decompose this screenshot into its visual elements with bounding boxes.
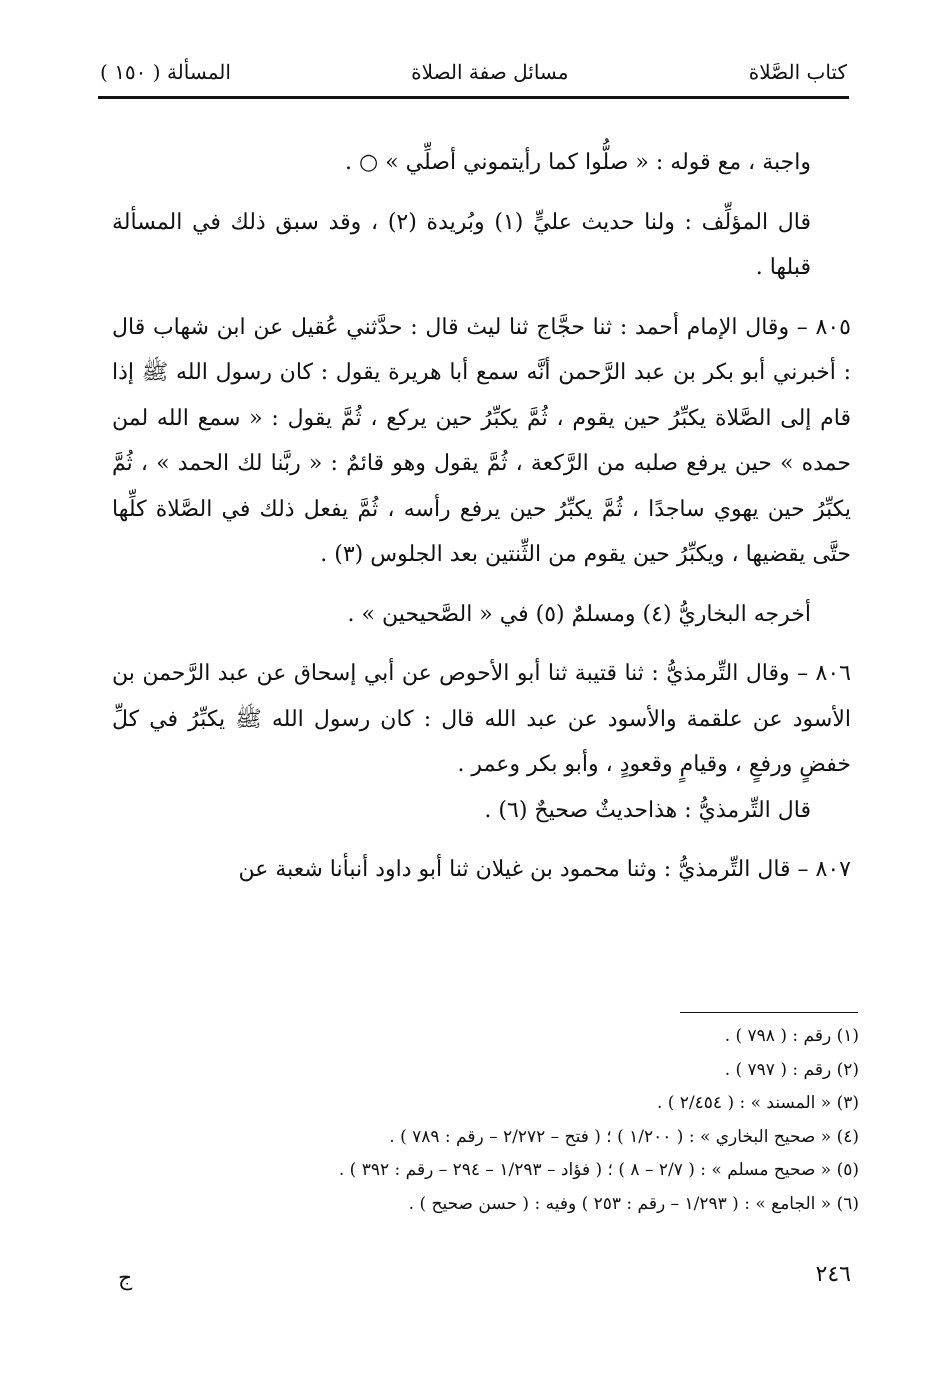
footnote-4: (٤) « صحيح البخاري » : ( ١/٢٠٠ ) ؛ ( فتح – ٢/٢٧٢ – رقم : ٧٨٩ ) . [389, 1126, 859, 1147]
header-section-title: مسائل صفة الصلاة [411, 60, 569, 84]
printer-signature-mark: ج [118, 1266, 133, 1291]
page-number: ٢٤٦ [815, 1262, 851, 1287]
running-header [100, 52, 847, 92]
footnote-1: (١) رقم : ( ٧٩٨ ) . [724, 1026, 859, 1046]
footnote-divider [680, 1012, 858, 1013]
footnote-2: (٢) رقم : ( ٧٩٧ ) . [724, 1059, 859, 1080]
paragraph-author-note: قال المؤلِّف : ولنا حديث عليٍّ (١) وبُريدة (٢) ، وقد سبق ذلك في المسألة قبلها . [112, 209, 811, 280]
paragraph-continuation: واجبة ، مع قوله : « صلُّوا كما رأيتموني أصلِّي » ○ . [345, 150, 811, 175]
footnote-3: (٣) « المسند » : ( ٢/٤٥٤ ) . [656, 1093, 859, 1113]
header-book-title: كتاب الصَّلاة [748, 60, 847, 84]
header-divider [98, 96, 849, 99]
hadith-806: ٨٠٦ – وقال التِّرمذيُّ : ثنا قتيبة ثنا أبو الأحوص عن أبي إسحاق عن عبد الرَّحمن بن الأسود عن علقمة والأسود عن عبد الله قال : كان رسول الله ﷺ يكبِّرُ في كلِّ خفضٍ ورفعٍ ، وقيامٍ وقعودٍ ، وأبو بكر وعمر . [112, 661, 851, 777]
hadith-805-takhrij: أخرجه البخاريُّ (٤) ومسلمٌ (٥) في « الصَّحيحين » . [347, 601, 811, 627]
footnotes [150, 1020, 859, 1221]
hadith-807: ٨٠٧ – قال التِّرمذيُّ : وثنا محمود بن غيلان ثنا أبو داود أنبأنا شعبة عن [238, 857, 851, 882]
hadith-805: ٨٠٥ – وقال الإمام أحمد : ثنا حجَّاج ثنا ليث قال : حدَّثني عُقيل عن ابن شهاب قال : أخبرني أبو بكر بن عبد الرَّحمن أنَّه سمع أبا هريرة يقول : كان رسول الله ﷺ إذا قام إلى الصَّلاة يكبِّرُ حين يقوم ، ثُمَّ يكبِّرُ حين يركع ، ثُمَّ يقول : « سمع الله لمن حمده » حين يرفع صلبه من الرَّكعة ، ثُمَّ يقول وهو قائمٌ : « ربَّنا لك الحمد » ، ثُمَّ يكبِّرُ حين يهوي ساجدًا ، ثُمَّ يكبِّرُ حين يرفع رأسه ، ثُمَّ يفعل ذلك في الصَّلاة كلِّها حتَّى يقضيها ، ويكبِّرُ حين يقوم من الثِّنتين بعد الجلوس (٣) . [112, 314, 851, 567]
footnote-5: (٥) « صحيح مسلم » : ( ٢/٧ – ٨ ) ؛ ( فؤاد – ١/٢٩٣ – ٢٩٤ – رقم : ٣٩٢ ) . [338, 1160, 859, 1180]
header-issue-number: المسألة ( ١٥٠ ) [100, 60, 231, 84]
footnote-6: (٦) « الجامع » : ( ١/٢٩٣ – رقم : ٢٥٣ ) وفيه : ( حسن صحيح ) . [408, 1193, 859, 1214]
hadith-806-grading: قال التِّرمذيُّ : هذاحديثٌ صحيحٌ (٦) . [484, 797, 811, 823]
main-text [112, 140, 851, 893]
